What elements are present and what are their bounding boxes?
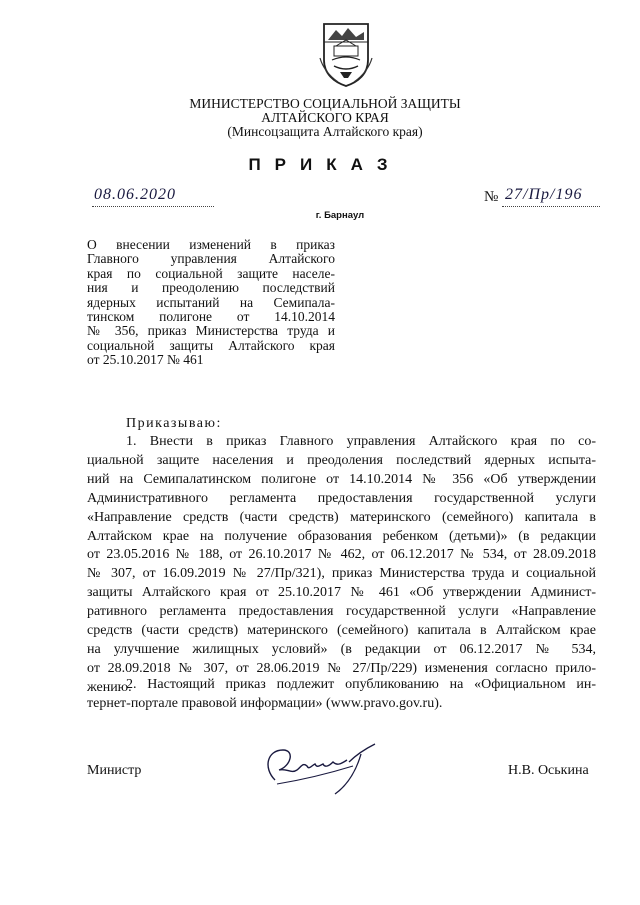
organization-name: МИНИСТЕРСТВО СОЦИАЛЬНОЙ ЗАЩИТЫ xyxy=(189,96,461,111)
organization-region: АЛТАЙСКОГО КРАЯ xyxy=(261,110,389,125)
handwritten-signature xyxy=(257,740,387,798)
number-sign: № xyxy=(484,189,499,205)
signer-position: Министр xyxy=(87,763,142,778)
paragraph-line: жению. xyxy=(87,679,132,695)
number-underline xyxy=(502,206,600,207)
subject-line: от 25.10.2017 № 461 xyxy=(87,352,204,368)
paragraph-line: «Направление средств (части средств) материнского (семейного) капитала в xyxy=(87,509,596,525)
paragraph-line: Административного регламента предоставления государственной услуги xyxy=(87,490,596,506)
paragraph-line: от 28.09.2018 № 307, от 28.06.2019 № 27/Пр/229) изменения согласно прило- xyxy=(87,660,596,676)
subject-line: Главного управления Алтайского xyxy=(87,251,335,267)
paragraph-2 xyxy=(87,676,596,714)
document-date: 08.06.2020 xyxy=(94,186,176,203)
paragraph-line: 2. Настоящий приказ подлежит опубликованию на «Официальном ин- xyxy=(126,677,596,692)
order-verb: Приказываю: xyxy=(126,416,222,431)
signer-name: Н.В. Оськина xyxy=(508,763,589,778)
paragraph-line: ративного регламента предоставления государственной услуги «Направление xyxy=(87,604,596,620)
organization-short-name: (Минсоцзащита Алтайского края) xyxy=(227,124,423,139)
subject-line: ния и преодолению последствий xyxy=(87,280,335,296)
paragraph-line: на улучшение жилищных условий» (в редакции от 06.12.2017 № 534, xyxy=(87,641,596,657)
city-label: г. Барнаул xyxy=(315,210,365,221)
paragraph-line: от 23.05.2016 № 188, от 26.10.2017 № 462, от 06.12.2017 № 534, от 28.09.2018 xyxy=(87,547,596,563)
subject-line: края по социальной защите населе- xyxy=(87,265,335,281)
document-type-title: ПРИКАЗ xyxy=(248,155,402,174)
subject-line: О внесении изменений в приказ xyxy=(87,237,335,252)
paragraph-line: тернет-портале правовой информации» (www.pravo.gov.ru). xyxy=(87,695,443,711)
subject-line: социальной защиты Алтайского края xyxy=(87,337,335,353)
document-number: 27/Пр/196 xyxy=(505,186,583,203)
paragraph-line: циальной защите населения и преодоления последствий ядерных испыта- xyxy=(87,452,596,468)
paragraph-line: № 307, от 16.09.2019 № 27/Пр/321), приказ Министерства труда и социальной xyxy=(87,566,596,582)
paragraph-line: защиты Алтайского края от 25.10.2017 № 461 «Об утверждении Админист- xyxy=(87,585,596,601)
subject-line: ядерных испытаний на Семипала- xyxy=(87,294,335,310)
paragraph-line: средств (части средств) материнского (семейного) капитала в Алтайском крае xyxy=(87,623,596,639)
paragraph-1 xyxy=(87,433,596,698)
paragraph-line: Алтайском крае на получение образования ребенком (детьми)» (в редакции xyxy=(87,528,596,544)
subject-line: тинском полигоне от 14.10.2014 xyxy=(87,309,335,325)
altai-krai-emblem-icon xyxy=(318,20,374,88)
paragraph-line: ний на Семипалатинском полигоне от 14.10.2014 № 356 «Об утверждении xyxy=(87,471,596,487)
paragraph-line: 1. Внести в приказ Главного управления Алтайского края по со- xyxy=(126,434,596,449)
date-underline xyxy=(92,206,214,207)
document-subject xyxy=(87,238,335,368)
subject-line: № 356, приказ Министерства труда и xyxy=(87,323,335,339)
